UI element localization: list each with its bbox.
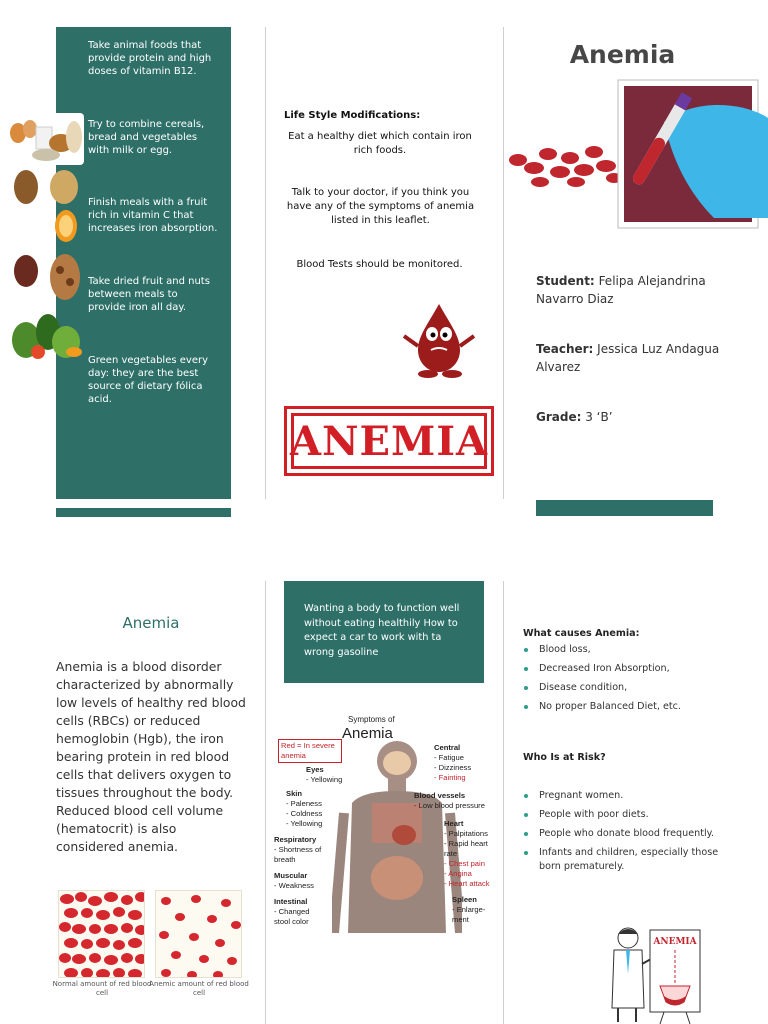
lifestyle-item: Blood Tests should be monitored. [296,259,463,270]
nutrition-tips-panel [56,27,231,499]
board-text: ANEMIA [653,937,697,947]
heart-symptoms: Heart - Palpitations - Rapid heart rate - Chest pain - Angina - Heart attack [444,819,490,888]
quote-box: Wanting a body to function well without eating healthily How to expect a car to work with ta wrong gasoline [284,581,484,683]
list-item: People who donate blood frequently. [523,827,723,841]
lifestyle-item: Eat a healthy diet which contain iron rich foods. [288,131,472,156]
doctor-with-board-image [604,924,708,1024]
teacher-info [536,340,736,376]
column-divider [265,27,266,499]
animal-foods-image [6,113,84,165]
symptoms-header-small: Symptoms of [348,715,395,724]
tip-text: Take animal foods that provide protein and high doses of vitamin B12. [88,40,212,77]
skin-symptoms: Skin - Paleness - Coldness - Yellowing [286,789,323,828]
tip-text: Take dried fruit and nuts between meals to provide iron all day. [88,276,210,313]
definition-text: Anemia is a blood disorder characterized by abnormally low levels of healthy red blood cells (RBCs) or reduced hemoglobin (Hgb), the iron bearing protein in red blood cells that delivers oxygen to tissues throughout the body. Reduced blood cell volume (hematocrit) is also considered anemia. [56,659,246,854]
symptoms-diagram [272,713,502,933]
student-info [536,272,736,308]
orange-image [54,208,79,244]
student-name: Felipa Alejandrina Navarro Diaz [536,274,706,306]
risk-list [523,789,723,879]
grade-info [536,408,736,426]
teal-accent-bar [536,500,713,516]
cereal-image [12,168,40,206]
definition-title: Anemia [122,614,180,632]
tip-text: Finish meals with a fruit rich in vitamin C that increases iron absorption. [88,197,218,234]
vegetables-image [8,310,84,362]
cover-title: Anemia [569,40,676,69]
causes-list [523,643,723,719]
student-label: Student: [536,274,595,288]
lifestyle-heading: Life Style Modifications: [284,110,421,121]
list-item: Decreased Iron Absorption, [523,662,723,676]
list-item: Blood loss, [523,643,723,657]
intestinal-symptoms: Intestinal - Changed stool color [274,897,310,926]
dried-fruit-image [12,252,40,290]
risk-heading: Who Is at Risk? [523,752,606,763]
grade-label: Grade: [536,410,582,424]
muscular-symptoms: Muscular - Weakness [274,871,314,890]
teal-accent-bar [56,508,231,517]
normal-blood-cells-image [58,890,145,978]
list-item: People with poor diets. [523,808,723,822]
causes-heading: What causes Anemia: [523,628,640,639]
symptoms-header-big: Anemia [342,725,393,742]
teacher-name: Jessica Luz Andagua Alvarez [536,342,720,374]
grade-value: 3 ‘B’ [585,410,613,424]
normal-cells-caption: Normal amount of red blood cell [52,980,152,997]
blood-drop-mascot-image [398,302,480,378]
central-symptoms: Central - Fatigue - Dizziness - Fainting [434,743,472,782]
list-item: Infants and children, especially those born prematurely. [523,846,723,874]
list-item: No proper Balanced Diet, etc. [523,700,723,714]
stamp-text: ANEMIA [291,413,487,469]
list-item: Pregnant women. [523,789,723,803]
bread-image [48,168,80,206]
nuts-image [48,252,82,302]
eyes-symptoms: Eyes - Yellowing [306,765,343,784]
teacher-label: Teacher: [536,342,594,356]
anemic-blood-cells-image [155,890,242,978]
column-divider [265,581,266,1024]
severity-legend: Red = In severe anemia [278,739,342,763]
list-item: Disease condition, [523,681,723,695]
anemic-cells-caption: Anemic amount of red blood cell [149,980,249,997]
blood-vessels-symptoms: Blood vessels - Low blood pressure [414,791,485,810]
blood-sample-image [504,78,768,230]
anemia-stamp-logo [284,406,494,476]
spleen-symptoms: Spleen - Enlarge-ment [452,895,486,924]
tip-text: Try to combine cereals, bread and vegetables with milk or egg. [88,119,205,156]
lifestyle-item: Talk to your doctor, if you think you have any of the symptoms of anemia listed in this leaflet. [286,187,475,226]
column-divider [503,581,504,1024]
tip-text: Green vegetables every day: they are the best source of dietary fólica acid. [88,355,208,405]
respiratory-symptoms: Respiratory - Shortness of breath [274,835,322,864]
